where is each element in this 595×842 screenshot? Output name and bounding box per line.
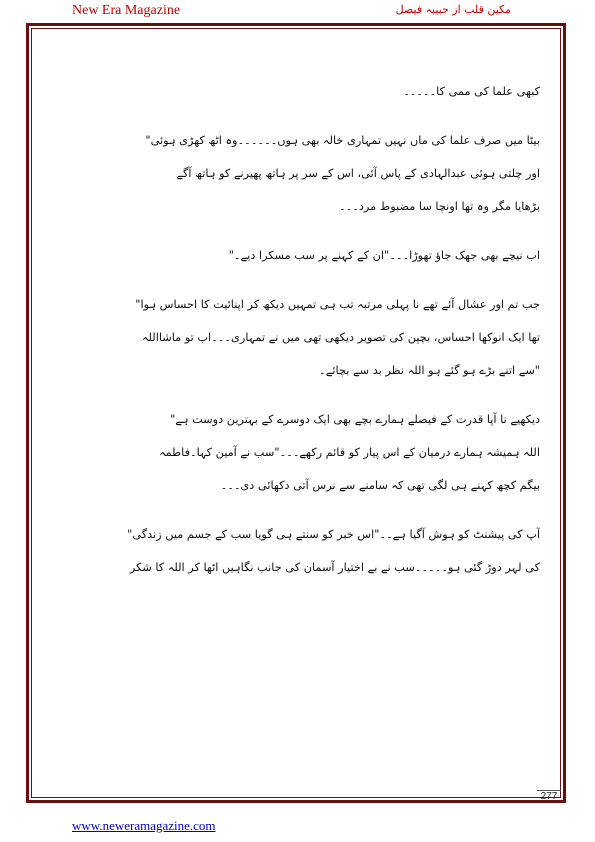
text-line: بیگم کچھ کہنے ہی لگی تھی کہ سامنے سے نرس آتی دکھائی دی۔۔۔ bbox=[220, 479, 540, 492]
text-line: کی لہر دوڑ گئی ہو۔۔۔۔۔سب نے بے اختیار آسمان کی جانب نگاہیں اٹھا کر اللہ کا شکر bbox=[129, 561, 540, 574]
paragraph bbox=[50, 239, 540, 272]
website-link[interactable]: www.neweramagazine.com bbox=[72, 818, 216, 833]
text-line: جب تم اور عشال آئے تھے نا پہلی مرتبہ تب ہی تمہیں دیکھ کر اپنائیت کا احساس ہوا" bbox=[135, 298, 540, 311]
text-line: "سے اتنے بڑے ہو گئے ہو اللہ نظر بد سے بچائے۔ bbox=[319, 364, 540, 377]
text-line: تھا ایک انوکھا احساس، بچپن کی تصویر دیکھی تھی میں نے تمہاری۔۔۔اب تو ماشااللہ bbox=[141, 331, 540, 344]
paragraph bbox=[50, 75, 540, 108]
text-line: کبھی علما کی ممی کا۔۔۔۔۔ bbox=[403, 85, 540, 98]
magazine-name: New Era Magazine bbox=[72, 3, 181, 18]
text-line: اور چلتی ہوئی عبدالہادی کے پاس آئی، اس کے سر پر ہاتھ پھیرنے کو ہاتھ آگے bbox=[176, 167, 540, 180]
paragraph bbox=[50, 518, 540, 584]
text-line: آپ کی پیشنٹ کو ہوش آگیا ہے۔۔"اس خبر کو سنتے ہی گویا سب کے جسم میں زندگی" bbox=[127, 528, 540, 541]
paragraph bbox=[50, 403, 540, 502]
text-line: بیٹا میں صرف علما کی ماں نہیں تمہاری خالہ بھی ہوں۔۔۔۔۔۔وہ اٹھ کھڑی ہوئی" bbox=[145, 134, 540, 147]
text-line: دیکھیے نا آپا قدرت کے فیصلے ہمارے بچے بھی ایک دوسرے کے بہترین دوست ہے" bbox=[170, 413, 540, 426]
text-line: اب نیچے بھی جھک جاؤ تھوڑا۔۔۔"ان کے کہنے پر سب مسکرا دیے۔" bbox=[228, 249, 540, 262]
text-line: بڑھایا مگر وہ تھا اونچا سا مضبوط مرد۔۔۔ bbox=[339, 200, 540, 213]
paragraph bbox=[50, 124, 540, 223]
paragraph bbox=[50, 288, 540, 387]
story-body bbox=[50, 75, 540, 584]
story-credit: مکین قلب از حبیبہ فیصل bbox=[395, 3, 511, 16]
page-number: 277 bbox=[537, 790, 561, 802]
text-line: اللہ ہمیشہ ہمارے درمیان کے اس پیار کو قائم رکھے۔۔۔"سب نے آمین کہا۔فاطمہ bbox=[158, 446, 540, 459]
